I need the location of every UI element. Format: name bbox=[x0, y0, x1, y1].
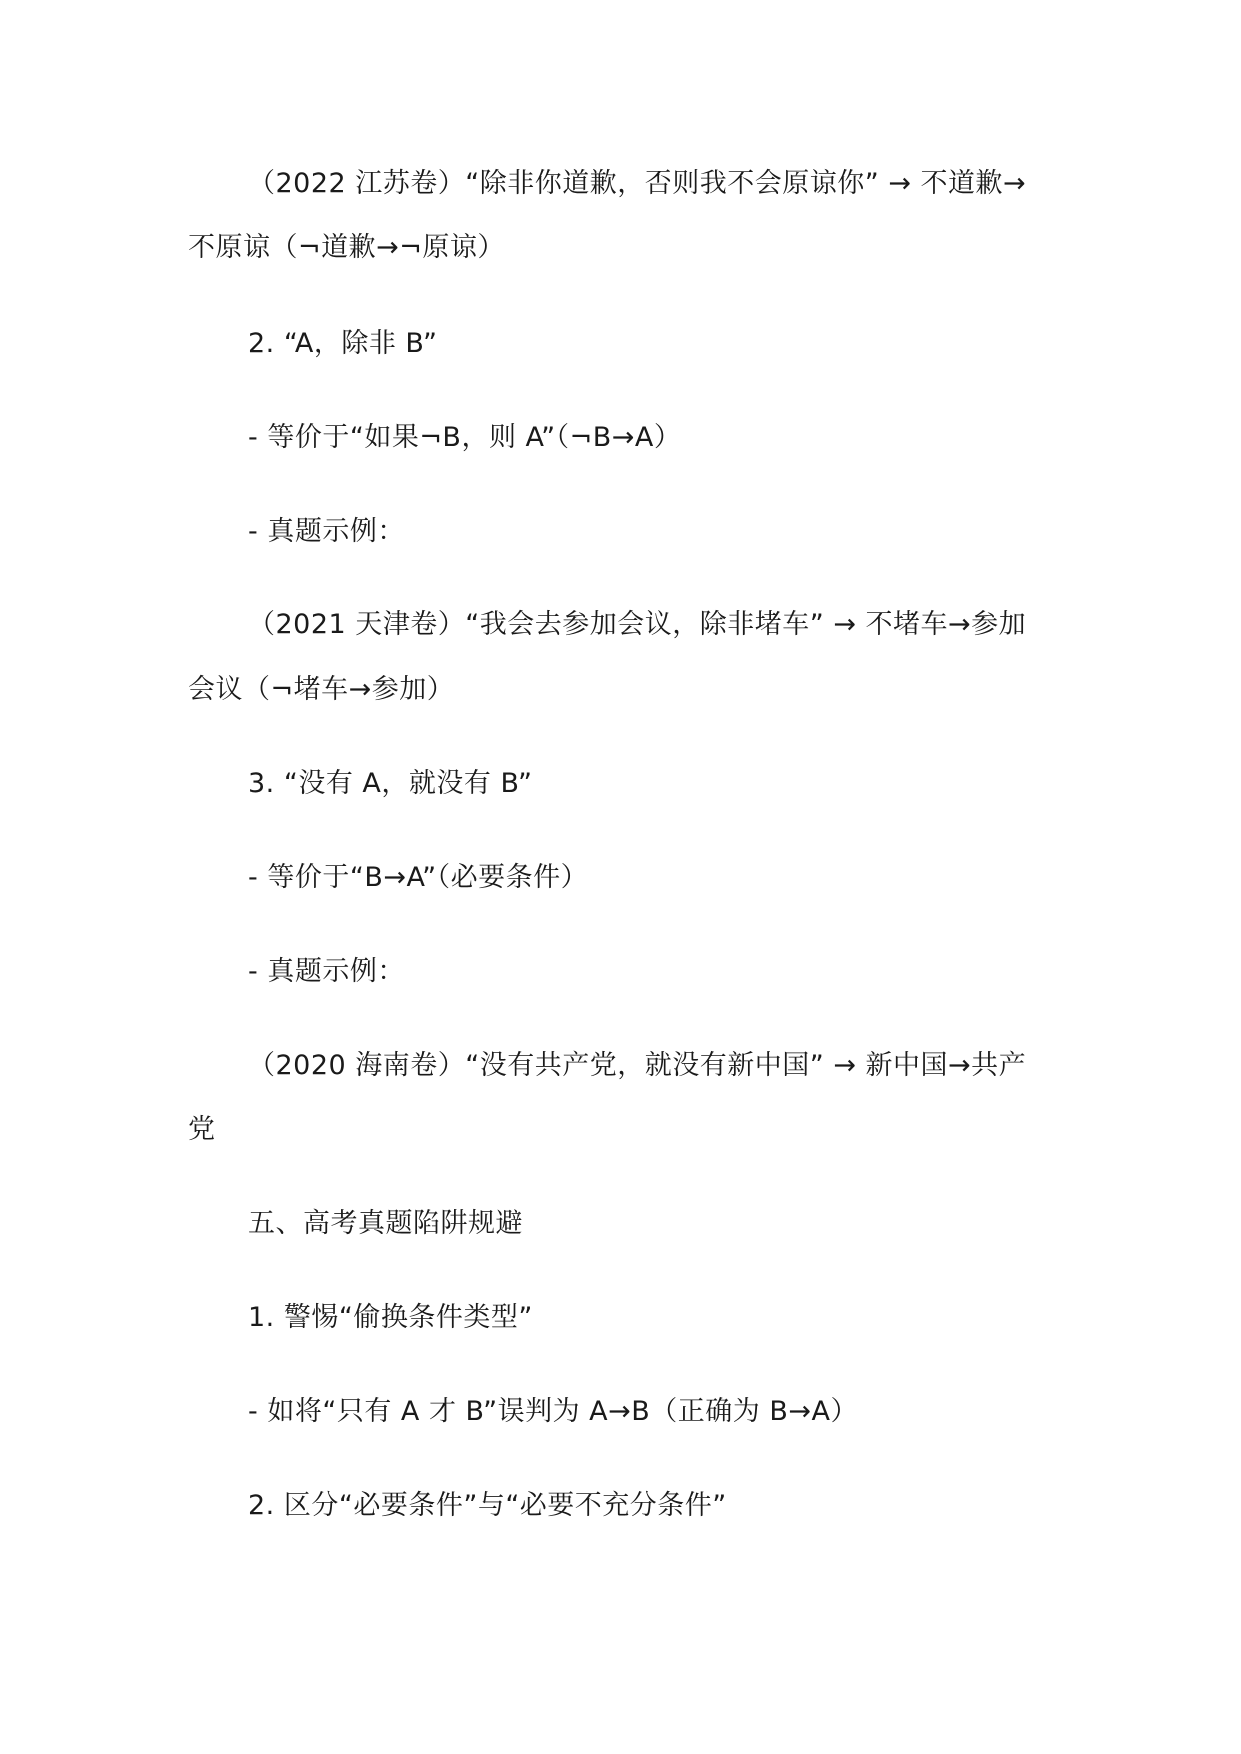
example-2021-tianjin-line1: （2021 天津卷）“我会去参加会议，除非堵车” → 不堵车→参加 bbox=[248, 609, 1027, 640]
rule-2-heading: 2. “A，除非 B” bbox=[248, 328, 438, 359]
trap-1-heading: 1. 警惕“偷换条件类型” bbox=[248, 1302, 533, 1333]
rule-3-equivalence: - 等价于“B→A”（必要条件） bbox=[248, 862, 589, 893]
example-2021-tianjin-line2: 会议（¬堵车→参加） bbox=[188, 674, 455, 705]
rule-2-example-label: - 真题示例： bbox=[248, 516, 405, 547]
example-2022-jiangsu-line2: 不原谅（¬道歉→¬原谅） bbox=[188, 232, 505, 263]
rule-2-equivalence: - 等价于“如果¬B，则 A”（¬B→A） bbox=[248, 422, 682, 453]
example-2022-jiangsu-line1: （2022 江苏卷）“除非你道歉，否则我不会原谅你” → 不道歉→ bbox=[248, 168, 1027, 199]
rule-3-heading: 3. “没有 A，就没有 B” bbox=[248, 768, 533, 799]
example-2020-hainan-line2: 党 bbox=[188, 1114, 216, 1145]
rule-3-example-label: - 真题示例： bbox=[248, 956, 405, 987]
trap-1-detail: - 如将“只有 A 才 B”误判为 A→B（正确为 B→A） bbox=[248, 1396, 858, 1427]
example-2020-hainan-line1: （2020 海南卷）“没有共产党，就没有新中国” → 新中国→共产 bbox=[248, 1050, 1027, 1081]
section-5-heading: 五、高考真题陷阱规避 bbox=[248, 1208, 523, 1239]
trap-2-heading: 2. 区分“必要条件”与“必要不充分条件” bbox=[248, 1490, 727, 1521]
